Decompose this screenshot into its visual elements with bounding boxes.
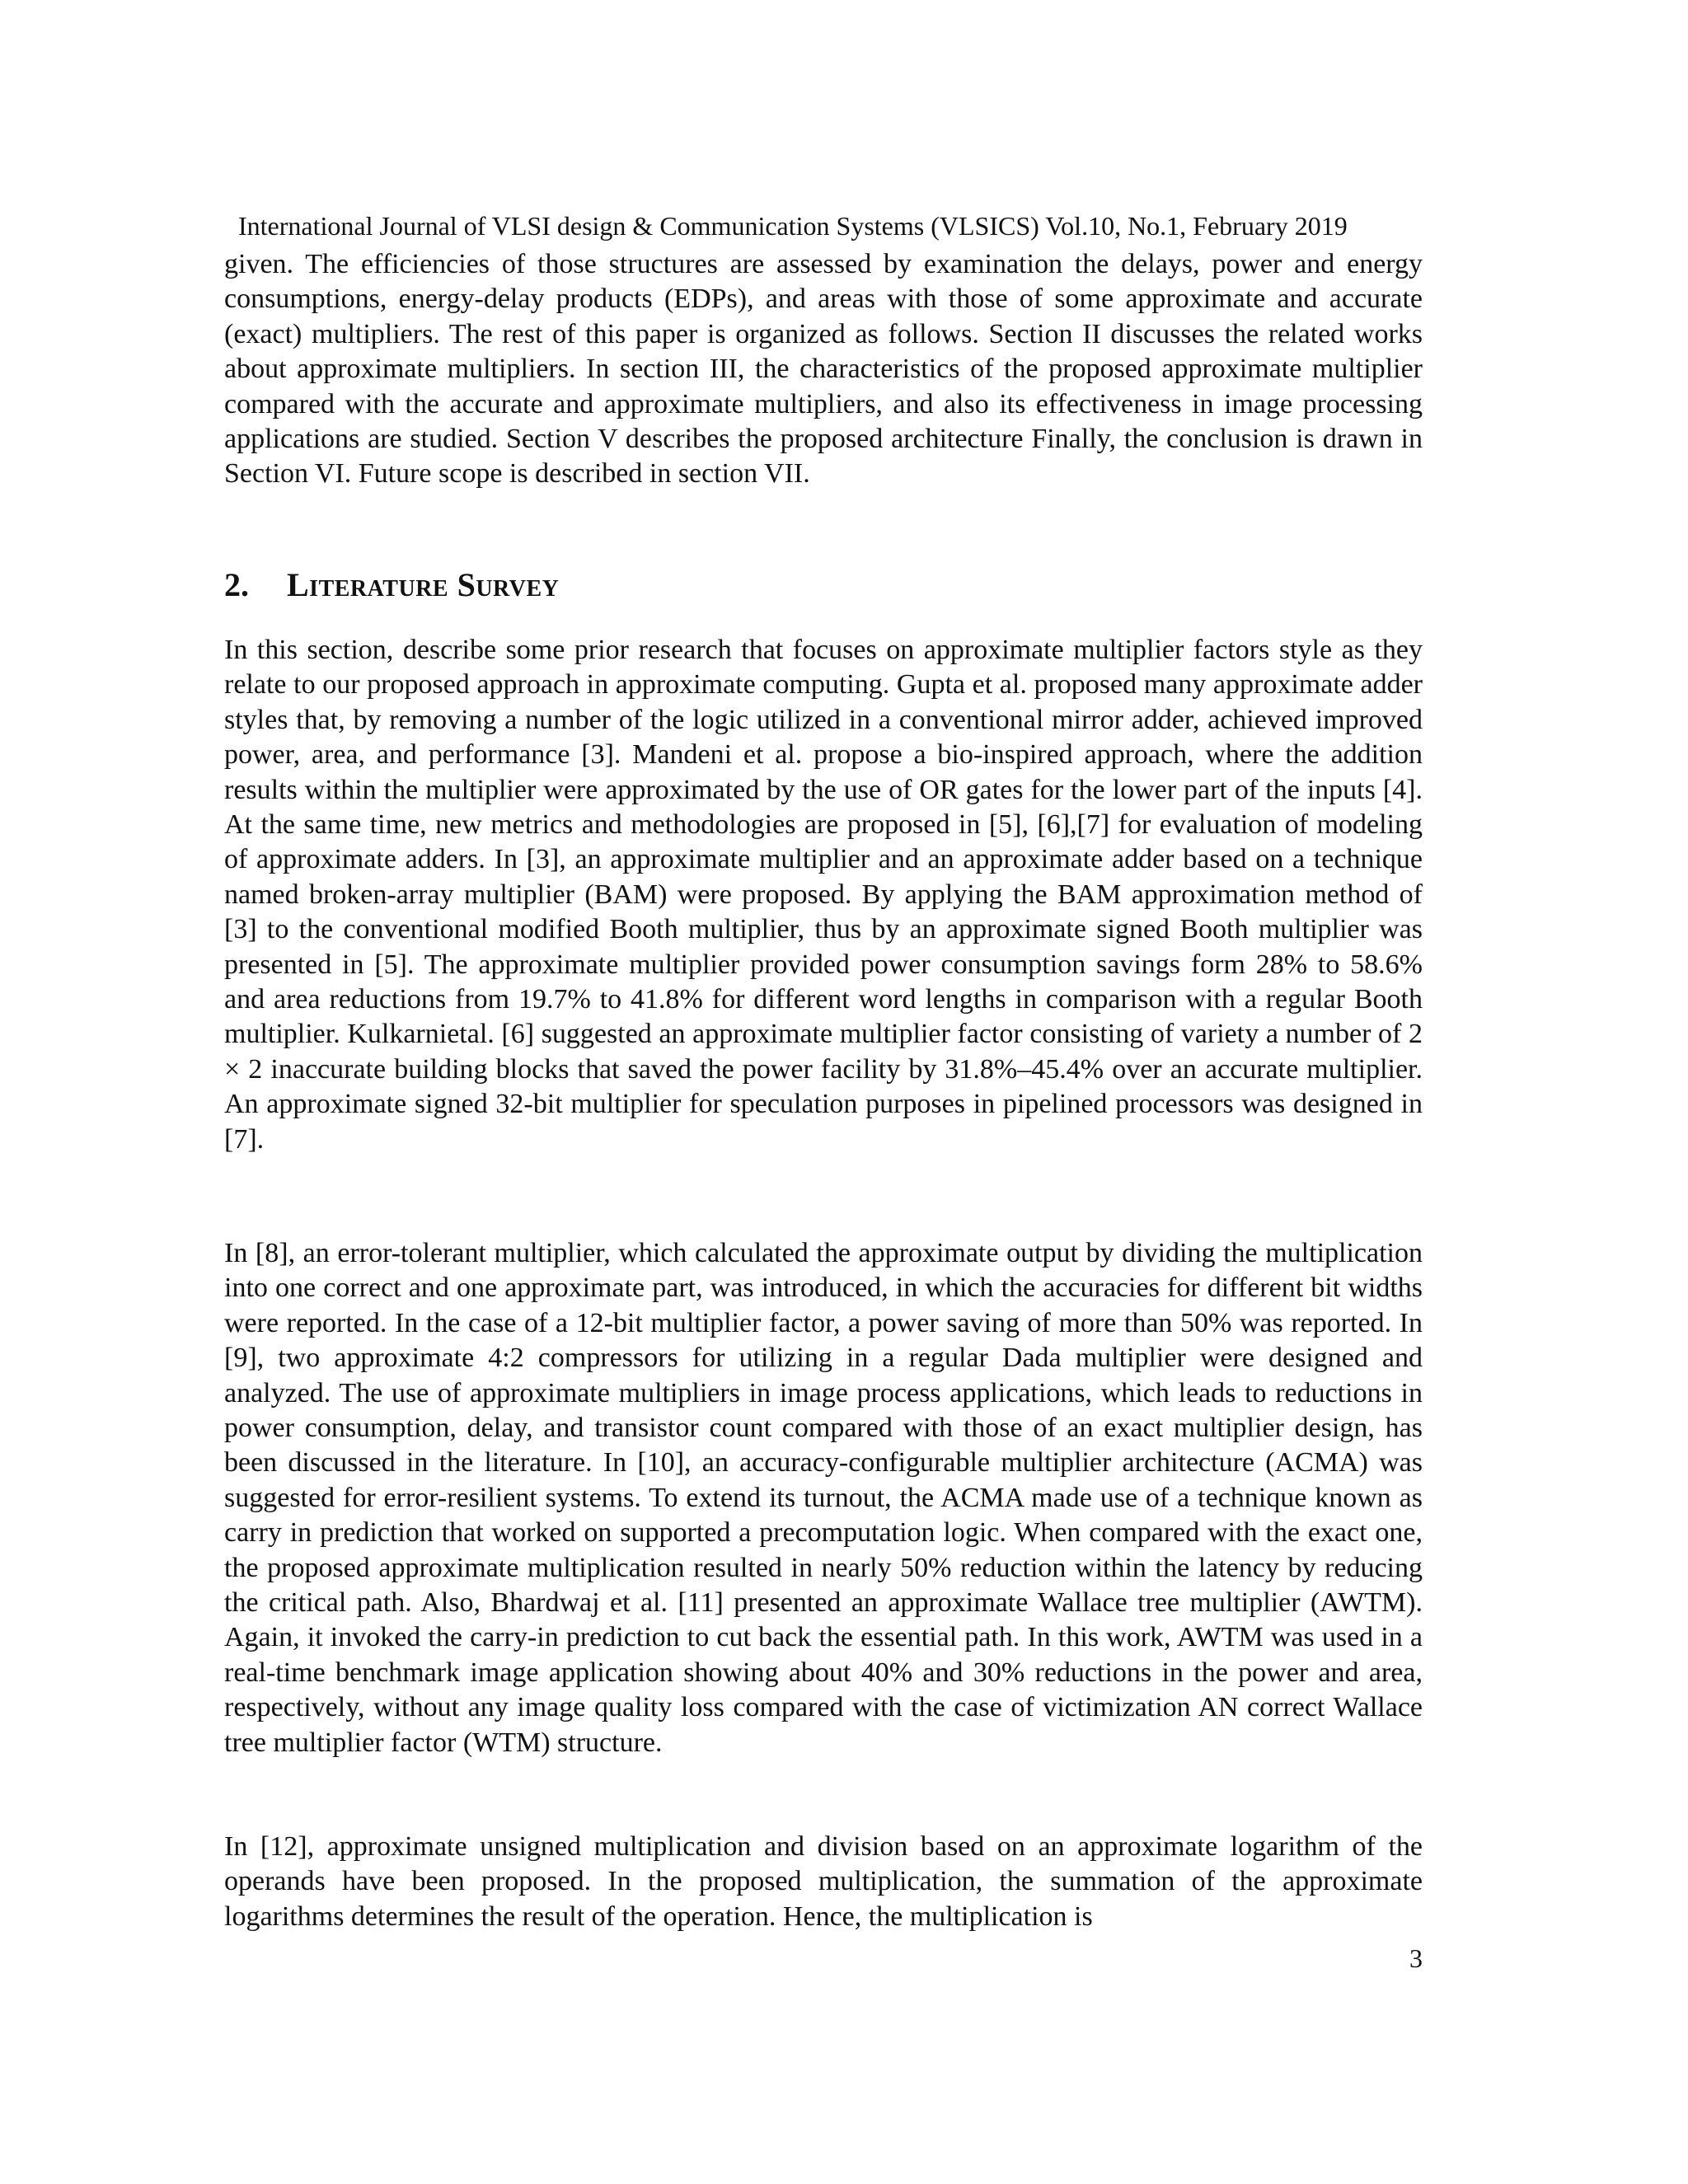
section-number: 2. xyxy=(224,566,249,603)
page-number: 3 xyxy=(1409,1943,1423,1973)
section-title: Literature Survey xyxy=(287,566,560,603)
intro-continuation-paragraph: given. The efficiencies of those structures are assessed by examination the delays, power and energy consumptions, energy-delay products (EDPs), and areas with those of some approximate and accurate (exact) multipliers. The rest of this paper is organized as follows. Section II discusses the related works about approximate multipliers. In section III, the characteristics of the proposed approximate multiplier compared with the accurate and approximate multipliers, and also its effectiveness in image processing applications are studied. Section V describes the proposed architecture Finally, the conclusion is drawn in Section VI. Future scope is described in section VII. xyxy=(224,249,1423,490)
literature-paragraph-2: In [8], an error-tolerant multiplier, which calculated the approximate output by dividing the multiplication into one correct and one approximate part, was introduced, in which the accuracies for different bit widths were reported. In the case of a 12-bit multiplier factor, a power saving of more than 50% was reported. In [9], two approximate 4:2 compressors for utilizing in a regular Dada multiplier were designed and analyzed. The use of approximate multipliers in image process applications, which leads to reductions in power consumption, delay, and transistor count compared with those of an exact multiplier design, has been discussed in the literature. In [10], an accuracy-configurable multiplier architecture (ACMA) was suggested for error-resilient systems. To extend its turnout, the ACMA made use of a technique known as carry in prediction that worked on supported a precomputation logic. When compared with the exact one, the proposed approximate multiplication resulted in nearly 50% reduction within the latency by reducing the critical path. Also, Bhardwaj et al. [11] presented an approximate Wallace tree multiplier (AWTM). Again, it invoked the carry-in prediction to cut back the essential path. In this work, AWTM was used in a real-time benchmark image application showing about 40% and 30% reductions in the power and area, respectively, without any image quality loss compared with the case of victimization AN correct Wallace tree multiplier factor (WTM) structure. xyxy=(224,1238,1423,1758)
section-heading xyxy=(224,565,559,605)
literature-paragraph-1: In this section, describe some prior research that focuses on approximate multiplier factors style as they relate to our proposed approach in approximate computing. Gupta et al. proposed many approximate adder styles that, by removing a number of the logic utilized in a conventional mirror adder, achieved improved power, area, and performance [3]. Mandeni et al. propose a bio-inspired approach, where the addition results within the multiplier were approximated by the use of OR gates for the lower part of the inputs [4]. At the same time, new metrics and methodologies are proposed in [5], [6],[7] for evaluation of modeling of approximate adders. In [3], an approximate multiplier and an approximate adder based on a technique named broken-array multiplier (BAM) were proposed. By applying the BAM approximation method of [3] to the conventional modified Booth multiplier, thus by an approximate signed Booth multiplier was presented in [5]. The approximate multiplier provided power consumption savings form 28% to 58.6% and area reductions from 19.7% to 41.8% for different word lengths in comparison with a regular Booth multiplier. Kulkarnietal. [6] suggested an approximate multiplier factor consisting of variety a number of 2 × 2 inaccurate building blocks that saved the power facility by 31.8%–45.4% over an accurate multiplier. An approximate signed 32-bit multiplier for speculation purposes in pipelined processors was designed in [7]. xyxy=(224,635,1423,1155)
literature-paragraph-3: In [12], approximate unsigned multiplication and division based on an approximate logarithm of the operands have been proposed. In the proposed multiplication, the summation of the approximate logarithms determines the result of the operation. Hence, the multiplication is xyxy=(224,1831,1423,1932)
running-header: International Journal of VLSI design & Communication Systems (VLSICS) Vol.10, No.1, February 2019 xyxy=(238,211,1348,241)
